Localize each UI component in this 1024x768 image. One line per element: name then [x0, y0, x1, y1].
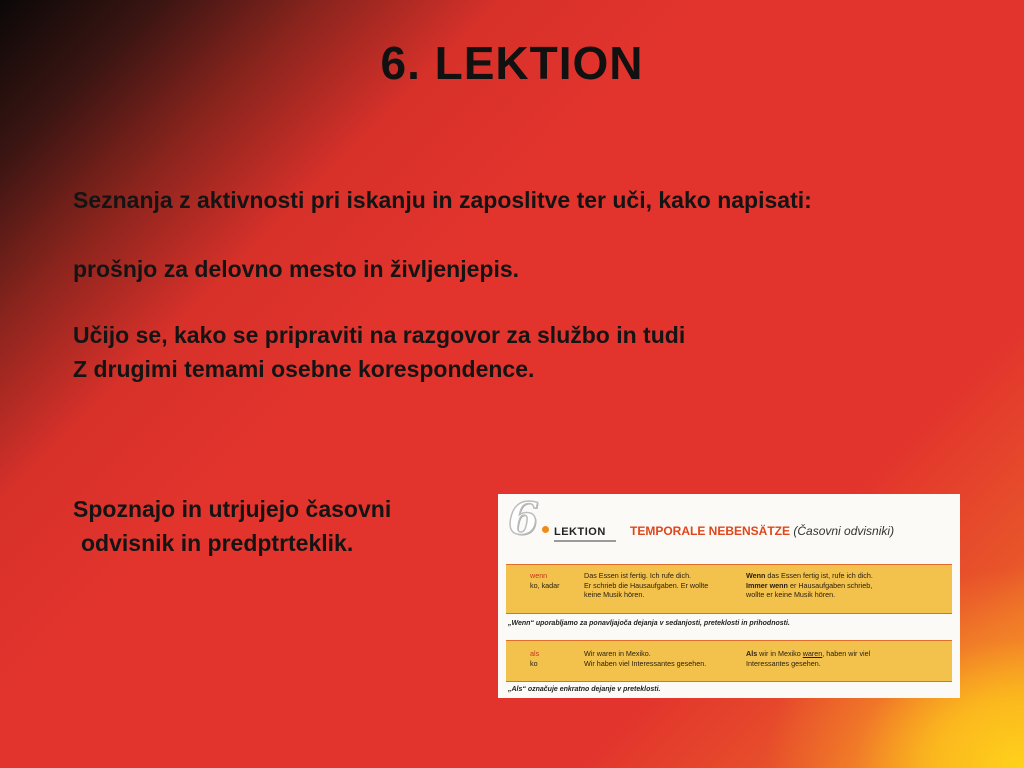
application-paragraph: prošnjo za delovno mesto in življenjepis.	[73, 256, 520, 282]
wenn-conj-cell	[530, 571, 560, 590]
grammar-paragraph	[73, 492, 391, 560]
interview-line-1: Učijo se, kako se pripraviti na razgovor za službo in tudi	[73, 322, 686, 348]
wenn-result-1-bold: Wenn	[746, 571, 766, 580]
topic-heading	[630, 524, 894, 538]
als-example-1: Wir waren in Mexiko.	[584, 649, 651, 658]
wenn-examples	[584, 571, 708, 600]
topic-subtitle: (Časovni odvisniki)	[793, 524, 895, 538]
als-results	[746, 649, 870, 668]
interview-line-2: Z drugimi temami osebne korespondence.	[73, 356, 535, 382]
wenn-results	[746, 571, 873, 600]
als-result-2: Interessantes gesehen.	[746, 658, 821, 668]
wenn-result-1-rest: das Essen fertig ist, rufe ich dich.	[765, 571, 873, 580]
wenn-example-2: Er schrieb die Hausaufgaben. Er wollte	[584, 580, 709, 590]
slide-title: 6. LEKTION	[380, 37, 644, 89]
wenn-result-2	[746, 581, 873, 591]
grammar-line-2: odvisnik in predptrteklik.	[81, 530, 354, 556]
als-result-1	[746, 649, 870, 659]
wenn-result-1	[746, 571, 873, 581]
als-result-1-rest: , haben wir viel	[822, 649, 871, 658]
textbook-excerpt-image	[498, 494, 960, 698]
als-translation: ko	[530, 658, 538, 668]
interview-paragraph	[73, 318, 685, 386]
als-result-1-underlined: waren	[802, 649, 823, 658]
wenn-result-2-rest: er Hausaufgaben schrieb,	[787, 580, 873, 590]
lesson-number: 6	[508, 494, 539, 545]
als-conj-cell	[530, 649, 539, 668]
als-note: „Als“ označuje enkratno dejanje v preteklosti.	[508, 686, 661, 693]
als-examples	[584, 649, 706, 668]
orange-dot	[542, 526, 549, 533]
als-conj: als	[530, 649, 540, 658]
als-example-2: Wir haben viel Interessantes gesehen.	[584, 658, 707, 668]
topic-title: TEMPORALE NEBENSÄTZE	[630, 524, 791, 538]
wenn-example-1: Das Essen ist fertig. Ich rufe dich.	[584, 571, 692, 580]
wenn-result-3: wollte er keine Musik hören.	[746, 590, 836, 599]
wenn-note: „Wenn“ uporabljamo za ponavljajoča dejanja v sedanjosti, preteklosti in prihodnosti.	[508, 620, 790, 627]
wenn-panel	[506, 564, 952, 614]
intro-paragraph: Seznanja z aktivnosti pri iskanju in zaposlitve ter uči, kako napisati:	[73, 187, 812, 213]
lektion-label: LEKTION	[554, 526, 606, 538]
wenn-result-2-bold: Immer wenn	[746, 580, 788, 590]
excerpt-header	[506, 494, 956, 545]
als-result-1-bold: Als	[746, 649, 758, 658]
wenn-translation: ko, kadar	[530, 580, 560, 590]
wenn-example-3: keine Musik hören.	[584, 590, 645, 599]
grammar-line-1: Spoznajo in utrjujejo časovni	[73, 496, 392, 522]
wenn-conj: wenn	[530, 571, 548, 580]
als-result-1-mid: wir in Mexiko	[757, 649, 803, 658]
als-panel	[506, 640, 952, 682]
lektion-underline	[554, 540, 616, 542]
